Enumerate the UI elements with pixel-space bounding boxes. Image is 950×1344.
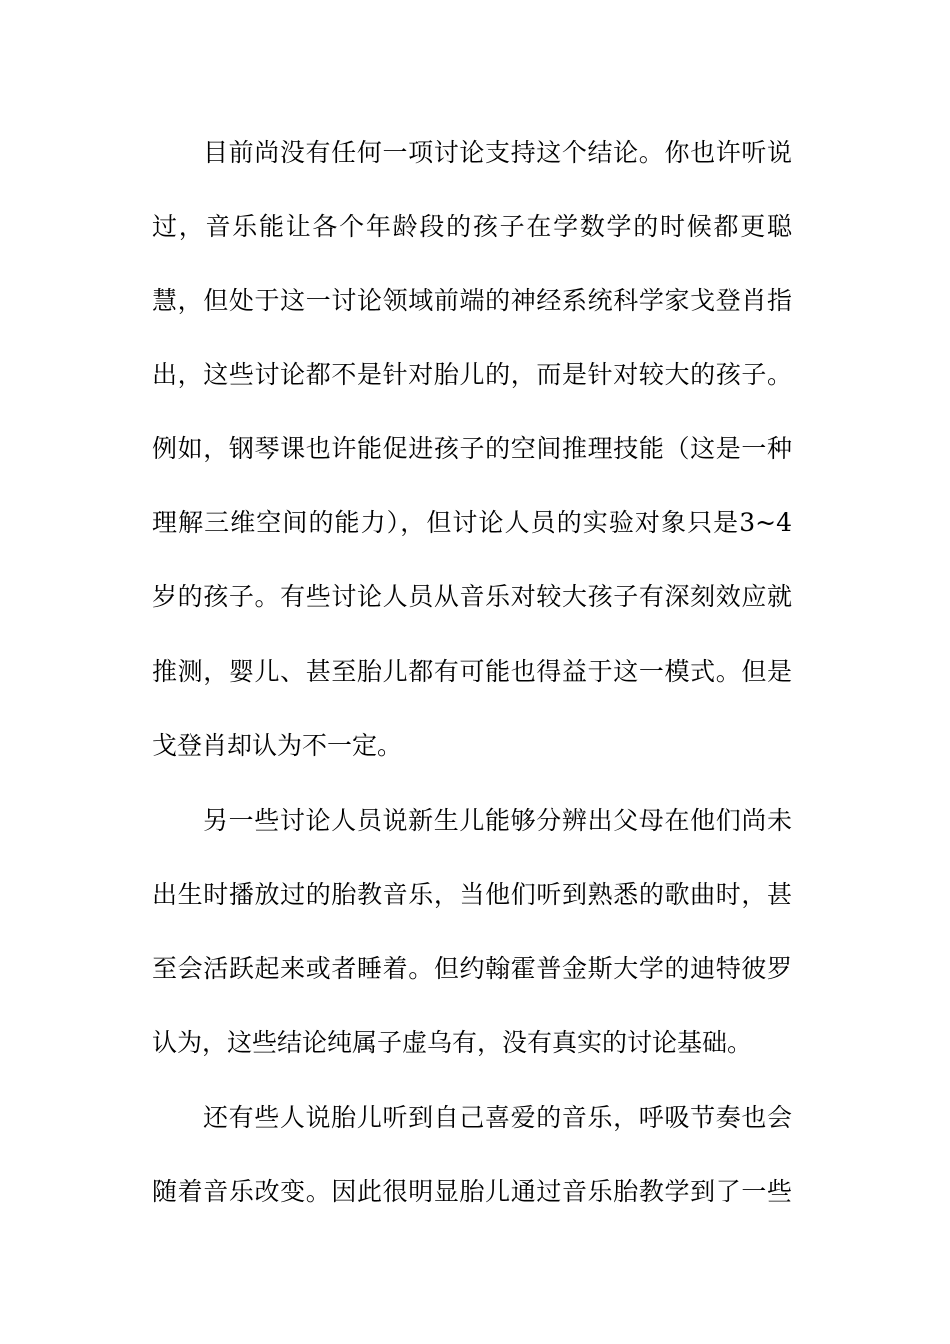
paragraph-1-line-5: 例如，钢琴课也许能促进孩子的空间推理技能（这是一种 [152,434,792,463]
paragraph-2-line-1: 另一些讨论人员说新生儿能够分辨出父母在他们尚未 [203,806,792,835]
paragraph-3-line-1: 还有些人说胎儿听到自己喜爱的音乐，呼吸节奏也会 [203,1103,792,1132]
paragraph-1-line-9: 戈登肖却认为不一定。 [152,731,403,760]
paragraph-1-line-4: 出，这些讨论都不是针对胎儿的，而是针对较大的孩子。 [152,360,792,389]
paragraph-2-line-2: 出生时播放过的胎教音乐，当他们听到熟悉的歌曲时，甚 [152,880,792,909]
paragraph-3-line-2: 随着音乐改变。因此很明显胎儿通过音乐胎教学到了一些 [152,1177,792,1206]
paragraph-2-line-4: 认为，这些结论纯属子虚乌有，没有真实的讨论基础。 [152,1028,753,1057]
paragraph-1-line-3: 慧，但处于这一讨论领域前端的神经系统科学家戈登肖指 [152,286,792,315]
paragraph-1-line-7: 岁的孩子。有些讨论人员从音乐对较大孩子有深刻效应就 [152,582,792,611]
paragraph-1-line-1: 目前尚没有任何一项讨论支持这个结论。你也许听说 [203,138,792,167]
paragraph-1-line-2: 过，音乐能让各个年龄段的孩子在学数学的时候都更聪 [152,212,792,241]
paragraph-2-line-3: 至会活跃起来或者睡着。但约翰霍普金斯大学的迪特彼罗 [152,954,792,983]
paragraph-1-line-8: 推测，婴儿、甚至胎儿都有可能也得益于这一模式。但是 [152,657,792,686]
paragraph-1-line-6: 理解三维空间的能力），但讨论人员的实验对象只是3~4 [152,508,792,537]
